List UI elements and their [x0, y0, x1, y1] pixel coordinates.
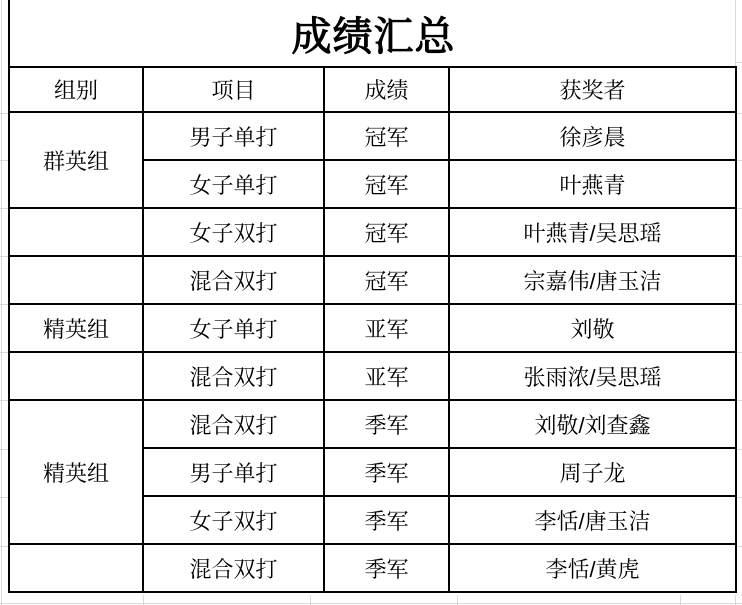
- table-row: [9, 400, 736, 448]
- winner-cell[interactable]: 徐彦晨: [449, 112, 736, 160]
- group-cell[interactable]: 群英组: [9, 112, 143, 208]
- winner-cell[interactable]: 刘敬: [449, 304, 736, 352]
- event-cell[interactable]: 男子单打: [143, 448, 324, 496]
- gridline: [0, 208, 8, 209]
- gridline: [1, 0, 2, 605]
- event-cell[interactable]: 混合双打: [143, 352, 324, 400]
- event-cell[interactable]: 女子双打: [143, 496, 324, 544]
- table-row: [9, 304, 736, 352]
- gridline: [0, 449, 8, 450]
- winner-cell[interactable]: 宗嘉伟/唐玉洁: [449, 256, 736, 304]
- column-header-result[interactable]: 成绩: [324, 67, 449, 112]
- column-header-winner[interactable]: 获奖者: [449, 67, 736, 112]
- gridline: [737, 160, 742, 161]
- table-row: [9, 256, 736, 304]
- gridline: [737, 497, 742, 498]
- result-cell[interactable]: 亚军: [324, 304, 449, 352]
- event-cell[interactable]: 男子单打: [143, 112, 324, 160]
- group-cell[interactable]: [9, 544, 143, 592]
- result-cell[interactable]: 冠军: [324, 160, 449, 208]
- header-row: [9, 67, 736, 112]
- result-cell[interactable]: 冠军: [324, 112, 449, 160]
- event-cell[interactable]: 女子双打: [143, 208, 324, 256]
- gridline: [0, 160, 8, 161]
- gridline: [737, 449, 742, 450]
- group-cell[interactable]: [9, 208, 143, 256]
- gridline: [737, 304, 742, 305]
- gridline: [737, 400, 742, 401]
- gridline: [0, 304, 8, 305]
- gridline: [0, 400, 8, 401]
- result-cell[interactable]: 季军: [324, 544, 449, 592]
- gridline: [737, 113, 742, 114]
- gridline: [0, 352, 8, 353]
- winner-cell[interactable]: 叶燕青/吴思瑶: [449, 208, 736, 256]
- gridline: [0, 603, 742, 604]
- column-header-event[interactable]: 项目: [143, 67, 324, 112]
- group-cell[interactable]: 精英组: [9, 400, 143, 544]
- winner-cell[interactable]: 李恬/唐玉洁: [449, 496, 736, 544]
- gridline: [737, 208, 742, 209]
- winner-cell[interactable]: 叶燕青: [449, 160, 736, 208]
- result-cell[interactable]: 季军: [324, 496, 449, 544]
- result-cell[interactable]: 冠军: [324, 256, 449, 304]
- gridline: [737, 256, 742, 257]
- group-cell[interactable]: [9, 352, 143, 400]
- gridline: [0, 497, 8, 498]
- column-header-group[interactable]: 组别: [9, 67, 143, 112]
- event-cell[interactable]: 女子单打: [143, 160, 324, 208]
- table-row: [9, 112, 736, 160]
- event-cell[interactable]: 混合双打: [143, 544, 324, 592]
- table-row: [9, 544, 736, 592]
- page-title[interactable]: 成绩汇总: [8, 0, 737, 66]
- winner-cell[interactable]: 李恬/黄虎: [449, 544, 736, 592]
- result-cell[interactable]: 季军: [324, 448, 449, 496]
- gridline: [0, 113, 8, 114]
- result-cell[interactable]: 亚军: [324, 352, 449, 400]
- event-cell[interactable]: 女子单打: [143, 304, 324, 352]
- group-cell[interactable]: 精英组: [9, 304, 143, 352]
- winner-cell[interactable]: 刘敬/刘查鑫: [449, 400, 736, 448]
- event-cell[interactable]: 混合双打: [143, 400, 324, 448]
- group-cell[interactable]: [9, 256, 143, 304]
- gridline: [737, 352, 742, 353]
- winner-cell[interactable]: 周子龙: [449, 448, 736, 496]
- result-cell[interactable]: 冠军: [324, 208, 449, 256]
- result-cell[interactable]: 季军: [324, 400, 449, 448]
- winner-cell[interactable]: 张雨浓/吴思瑶: [449, 352, 736, 400]
- event-cell[interactable]: 混合双打: [143, 256, 324, 304]
- gridline: [737, 546, 742, 547]
- gridline: [0, 546, 8, 547]
- summary-table: [8, 66, 737, 593]
- table-row: [9, 352, 736, 400]
- table-row: [9, 208, 736, 256]
- gridline: [0, 256, 8, 257]
